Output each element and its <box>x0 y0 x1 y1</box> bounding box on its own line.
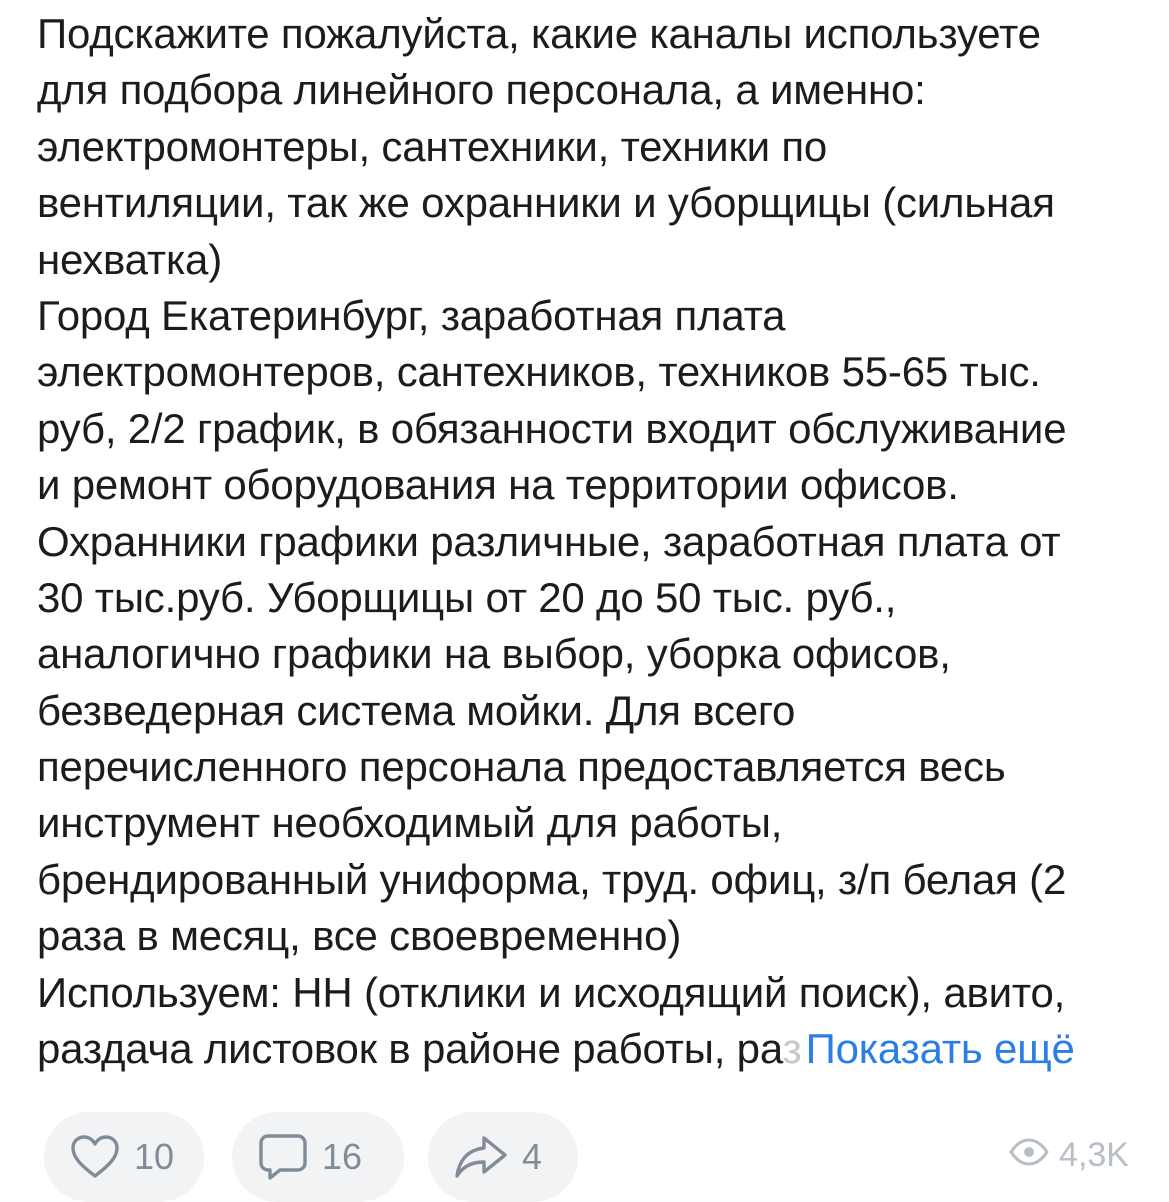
post-line: и ремонт оборудования на территории офисов. <box>37 461 959 509</box>
post-line: 30 тыс.руб. Уборщицы от 20 до 50 тыс. руб., <box>37 573 897 621</box>
views-count: 4,3K <box>1059 1136 1129 1174</box>
show-more-link[interactable]: Показать ещё <box>805 1025 1075 1073</box>
post-line: электромонтеров, сантехников, техников 55-65 тыс. <box>37 348 1041 396</box>
post-line: руб, 2/2 график, в обязанности входит обслуживание <box>37 404 1067 452</box>
post-line: безведерная система мойки. Для всего <box>37 686 796 734</box>
post-line: Используем: НН (отклики и исходящий поиск), авито, <box>37 968 1066 1016</box>
post-last-line <box>37 1021 1147 1077</box>
heart-icon <box>70 1135 120 1179</box>
share-button[interactable] <box>428 1112 578 1202</box>
views-counter <box>1009 1136 1129 1175</box>
share-count: 4 <box>522 1136 543 1177</box>
post-line: для подбора линейного персонала, а именно: <box>37 66 926 114</box>
post-line: вентиляции, так же охранники и уборщицы (сильная <box>37 179 1055 227</box>
post-line: перечисленного персонала предоставляется весь <box>37 743 1006 791</box>
post-line: Охранники графики различные, заработная плата от <box>37 517 1061 565</box>
comment-count: 16 <box>322 1136 363 1177</box>
post-line: брендированный униформа, труд. офиц, з/п белая (2 <box>37 855 1067 903</box>
like-count: 10 <box>134 1136 175 1177</box>
post-text <box>37 6 1147 1077</box>
post-line: нехватка) <box>37 235 222 283</box>
share-icon <box>454 1134 508 1180</box>
comment-icon <box>258 1133 308 1181</box>
comment-button[interactable] <box>232 1112 404 1202</box>
post-line-fade: з <box>782 1025 802 1073</box>
post-line: Подскажите пожалуйста, какие каналы используете <box>37 10 1041 57</box>
post-actions <box>0 1112 1169 1177</box>
post-line-truncated: раздача листовок в районе работы, ра <box>37 1025 783 1073</box>
like-button[interactable] <box>44 1112 204 1202</box>
post-line: раза в месяц, все своевременно) <box>37 912 682 960</box>
post-line: Город Екатеринбург, заработная плата <box>37 291 786 339</box>
post-line: аналогично графики на выбор, уборка офисов, <box>37 630 951 678</box>
eye-icon <box>1009 1136 1049 1175</box>
post-line: инструмент необходимый для работы, <box>37 799 783 847</box>
post-line: электромонтеры, сантехники, техники по <box>37 122 828 170</box>
